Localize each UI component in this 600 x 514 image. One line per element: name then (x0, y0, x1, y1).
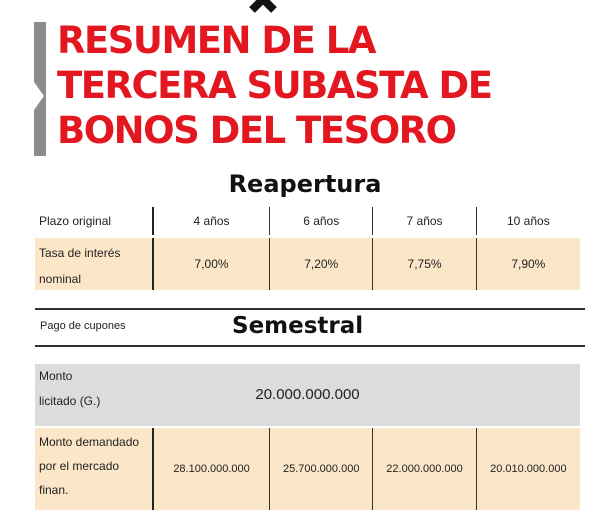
monto-demandado-value: 28.100.000.000 (152, 428, 269, 510)
plazo-label: Plazo original (39, 214, 112, 228)
plazo-value: 10 años (476, 207, 580, 235)
monto-demandado-value: 22.000.000.000 (372, 428, 475, 510)
monto-demandado-value: 25.700.000.000 (269, 428, 372, 510)
pago-value: Semestral (232, 313, 364, 339)
tasa-value: 7,00% (152, 238, 269, 290)
accent-bar-notch (34, 82, 44, 110)
accent-bar (34, 22, 46, 156)
plazo-row (35, 207, 580, 235)
close-mark-icon (248, 0, 278, 14)
page-title: RESUMEN DE LA TERCERA SUBASTA DE BONOS DEL TESORO (57, 19, 492, 152)
monto-licitado-value: 20.000.000.000 (255, 386, 360, 403)
plazo-value: 7 años (372, 207, 475, 235)
monto-demandado-row (35, 428, 580, 510)
tasa-value: 7,90% (476, 238, 580, 290)
divider-bottom (35, 345, 585, 347)
monto-licitado-label: Monto licitado (G.) (39, 369, 101, 408)
subtitle: Reapertura (228, 170, 382, 198)
tasa-value: 7,20% (269, 238, 372, 290)
tasa-row (35, 238, 580, 290)
tasa-label: Tasa de interés nominal (39, 246, 121, 286)
monto-demandado-label: Monto demandado por el mercado finan. (39, 435, 140, 497)
tasa-value: 7,75% (372, 238, 475, 290)
monto-demandado-value: 20.010.000.000 (476, 428, 580, 510)
divider-top (35, 308, 585, 310)
plazo-value: 4 años (152, 207, 269, 235)
plazo-value: 6 años (269, 207, 372, 235)
pago-label: Pago de cupones (40, 320, 126, 332)
monto-licitado-row (35, 364, 580, 426)
